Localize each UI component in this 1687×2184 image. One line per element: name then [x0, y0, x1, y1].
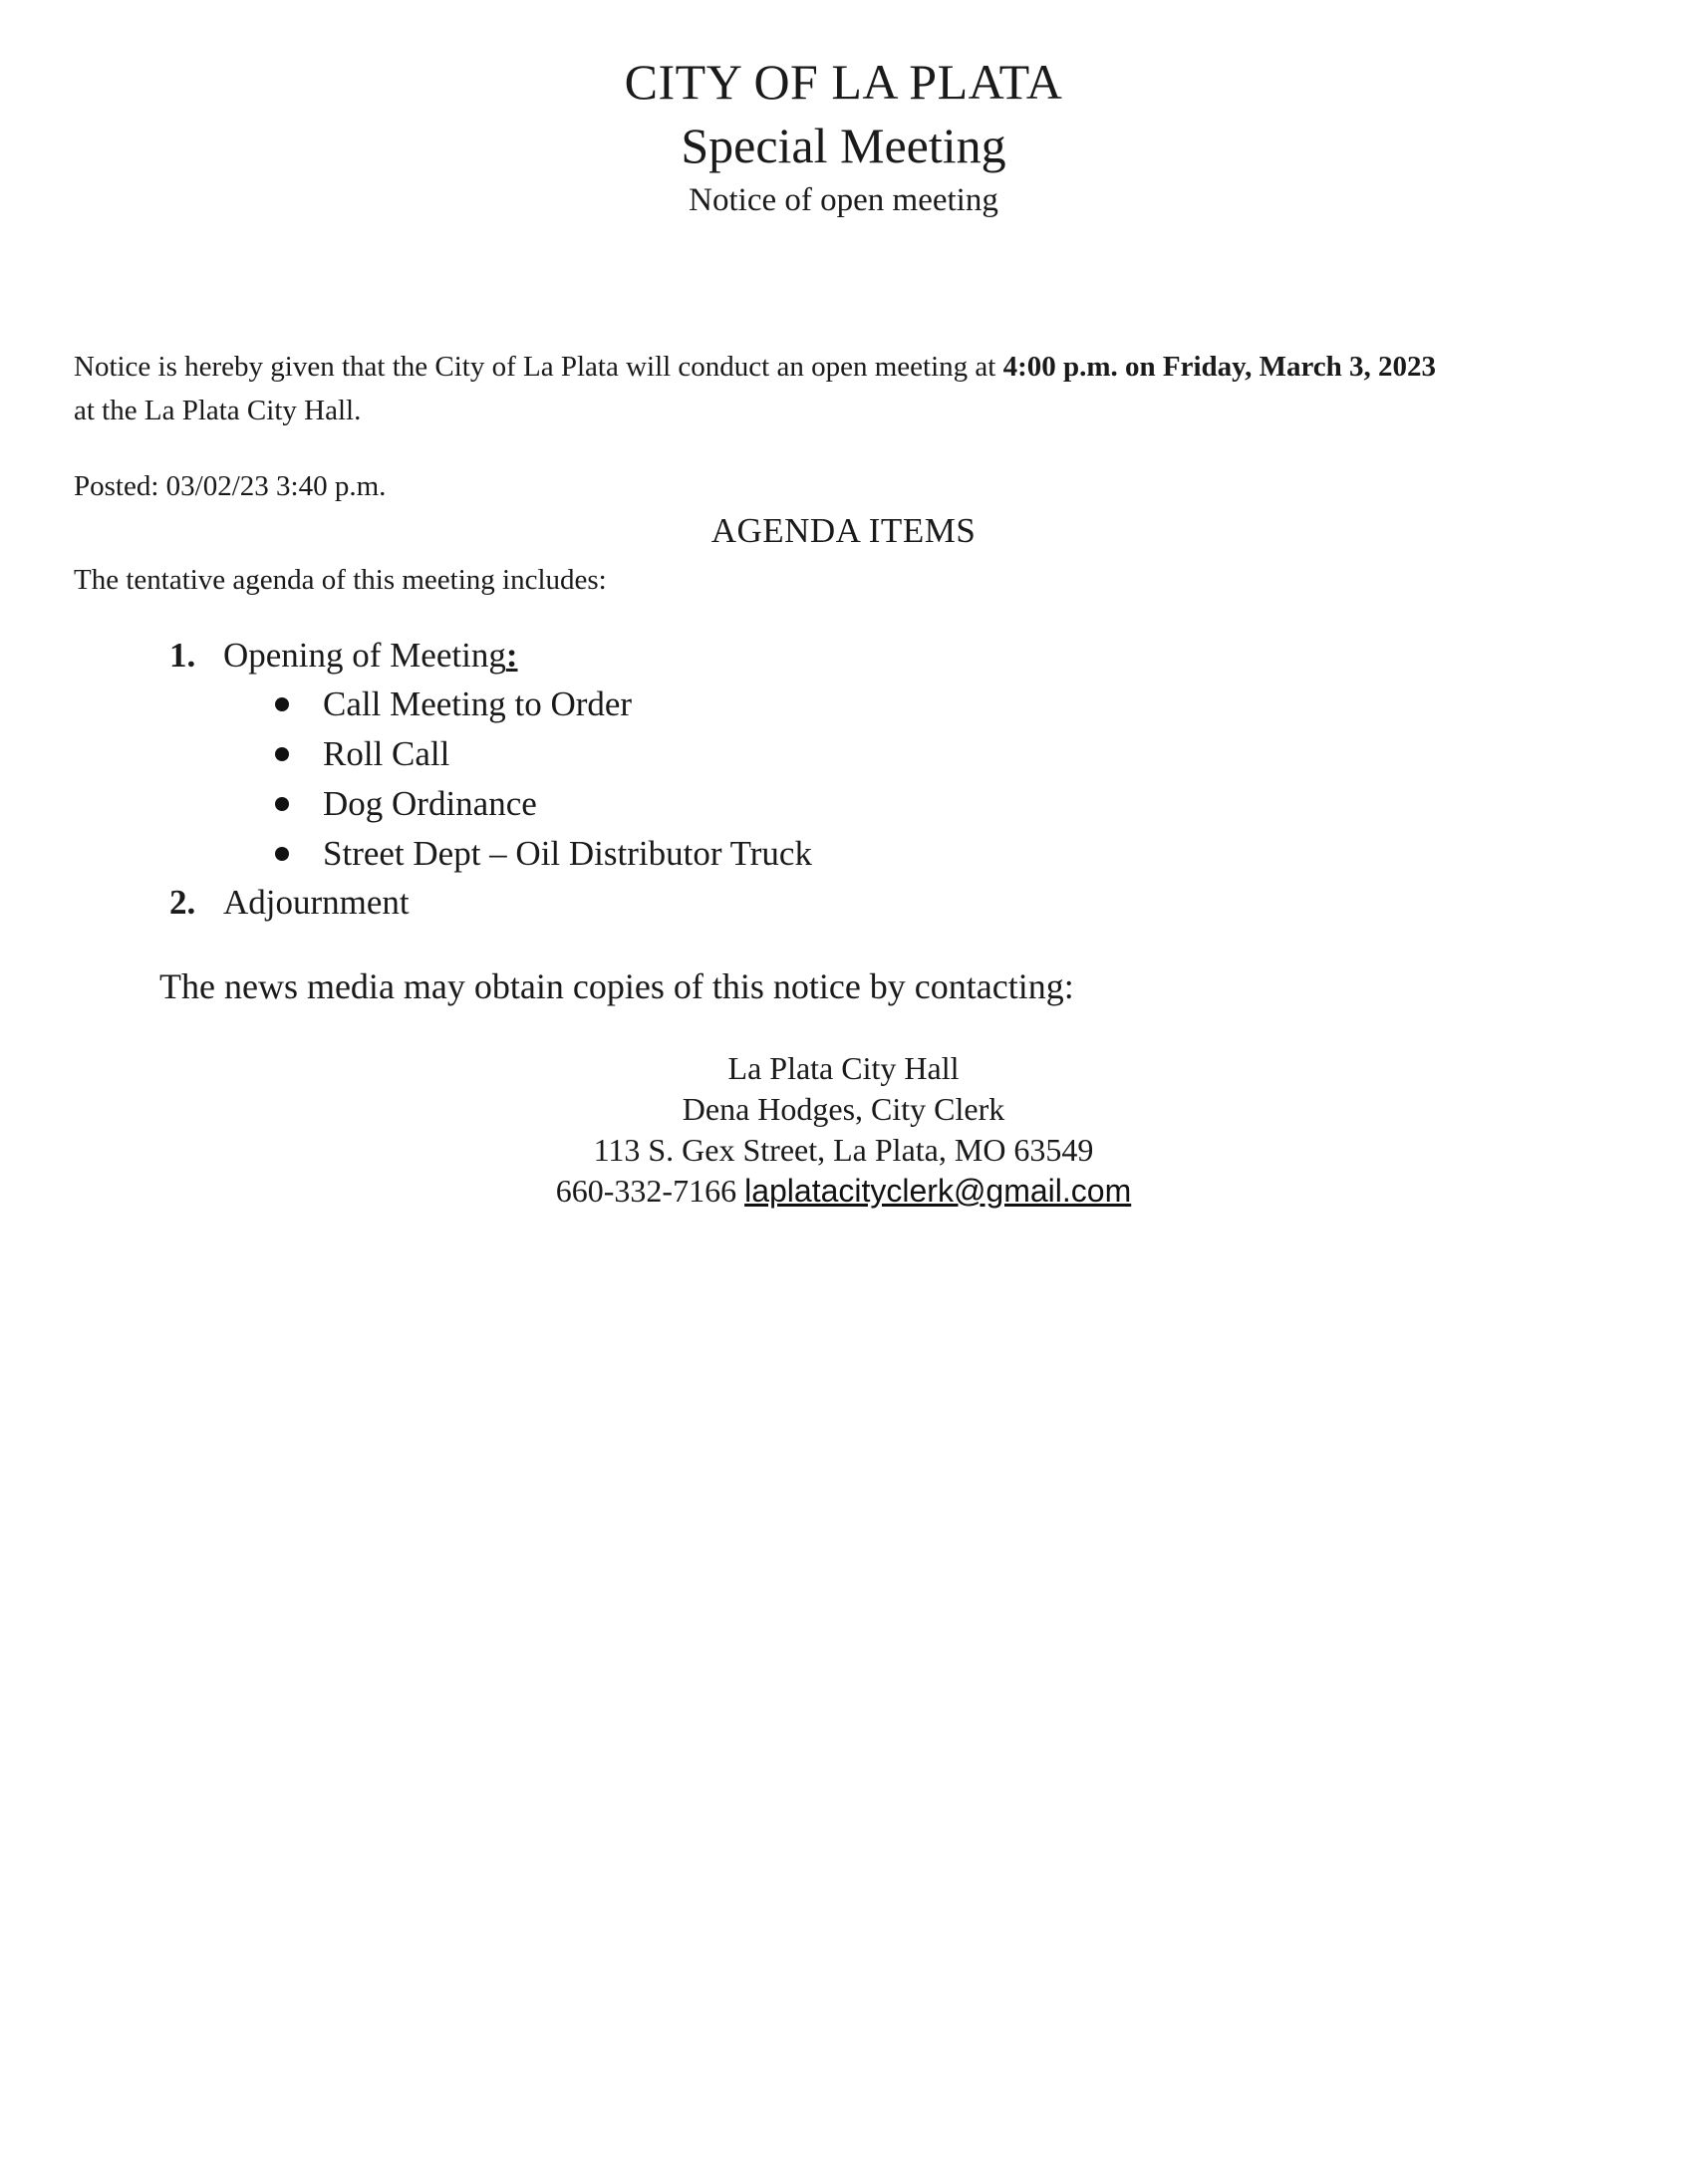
posted-date: Posted: 03/02/23 3:40 p.m.: [74, 470, 387, 502]
agenda-item-label-text: Opening of Meeting: [223, 636, 506, 675]
list-item: [169, 729, 812, 779]
contact-person: Dena Hodges, City Clerk: [682, 1091, 1005, 1127]
notice-type: Notice of open meeting: [689, 182, 998, 218]
list-item-text: Call Meeting to Order: [323, 684, 633, 723]
contact-phone-email: [0, 1171, 1687, 1212]
list-item: [169, 779, 812, 829]
agenda-intro: The tentative agenda of this meeting includes:: [74, 564, 607, 596]
bullet-icon: [275, 747, 289, 761]
list-item-text: Roll Call: [323, 734, 450, 773]
media-note: The news media may obtain copies of this notice by contacting:: [159, 966, 1074, 1006]
notice-prefix: Notice is hereby given that the City of La Plata will conduct an open meeting at: [74, 351, 1003, 383]
agenda-heading: AGENDA ITEMS: [710, 511, 977, 550]
agenda-item-adjournment: [169, 879, 812, 927]
agenda-item-number: 2.: [169, 883, 196, 922]
list-item-text: Street Dept – Oil Distributor Truck: [323, 834, 812, 873]
meeting-datetime: 4:00 p.m. on Friday, March 3, 2023: [1002, 351, 1437, 383]
meeting-type: Special Meeting: [681, 118, 1006, 173]
contact-block: [0, 1048, 1687, 1212]
agenda-list: [169, 632, 812, 927]
agenda-item-label: Adjournment: [223, 883, 410, 922]
email-link[interactable]: laplatacityclerk@gmail.com: [744, 1173, 1132, 1209]
list-item-text: Dog Ordinance: [323, 784, 537, 823]
agenda-item-label: [223, 632, 517, 680]
agenda-subitems: [169, 680, 812, 879]
contact-address: 113 S. Gex Street, La Plata, MO 63549: [593, 1132, 1094, 1168]
bullet-icon: [275, 797, 289, 811]
agenda-item-number: 1.: [169, 636, 196, 675]
agenda-item-opening: [169, 632, 812, 680]
notice-paragraph: [74, 345, 1628, 432]
page-title: CITY OF LA PLATA: [624, 54, 1063, 110]
list-item: [169, 829, 812, 879]
notice-location: at the La Plata City Hall.: [74, 395, 362, 426]
contact-phone: 660-332-7166: [555, 1173, 737, 1209]
list-item: [169, 680, 812, 729]
bullet-icon: [275, 847, 289, 861]
bullet-icon: [275, 697, 289, 711]
agenda-item-colon: :: [505, 636, 518, 675]
contact-place: La Plata City Hall: [727, 1050, 960, 1086]
